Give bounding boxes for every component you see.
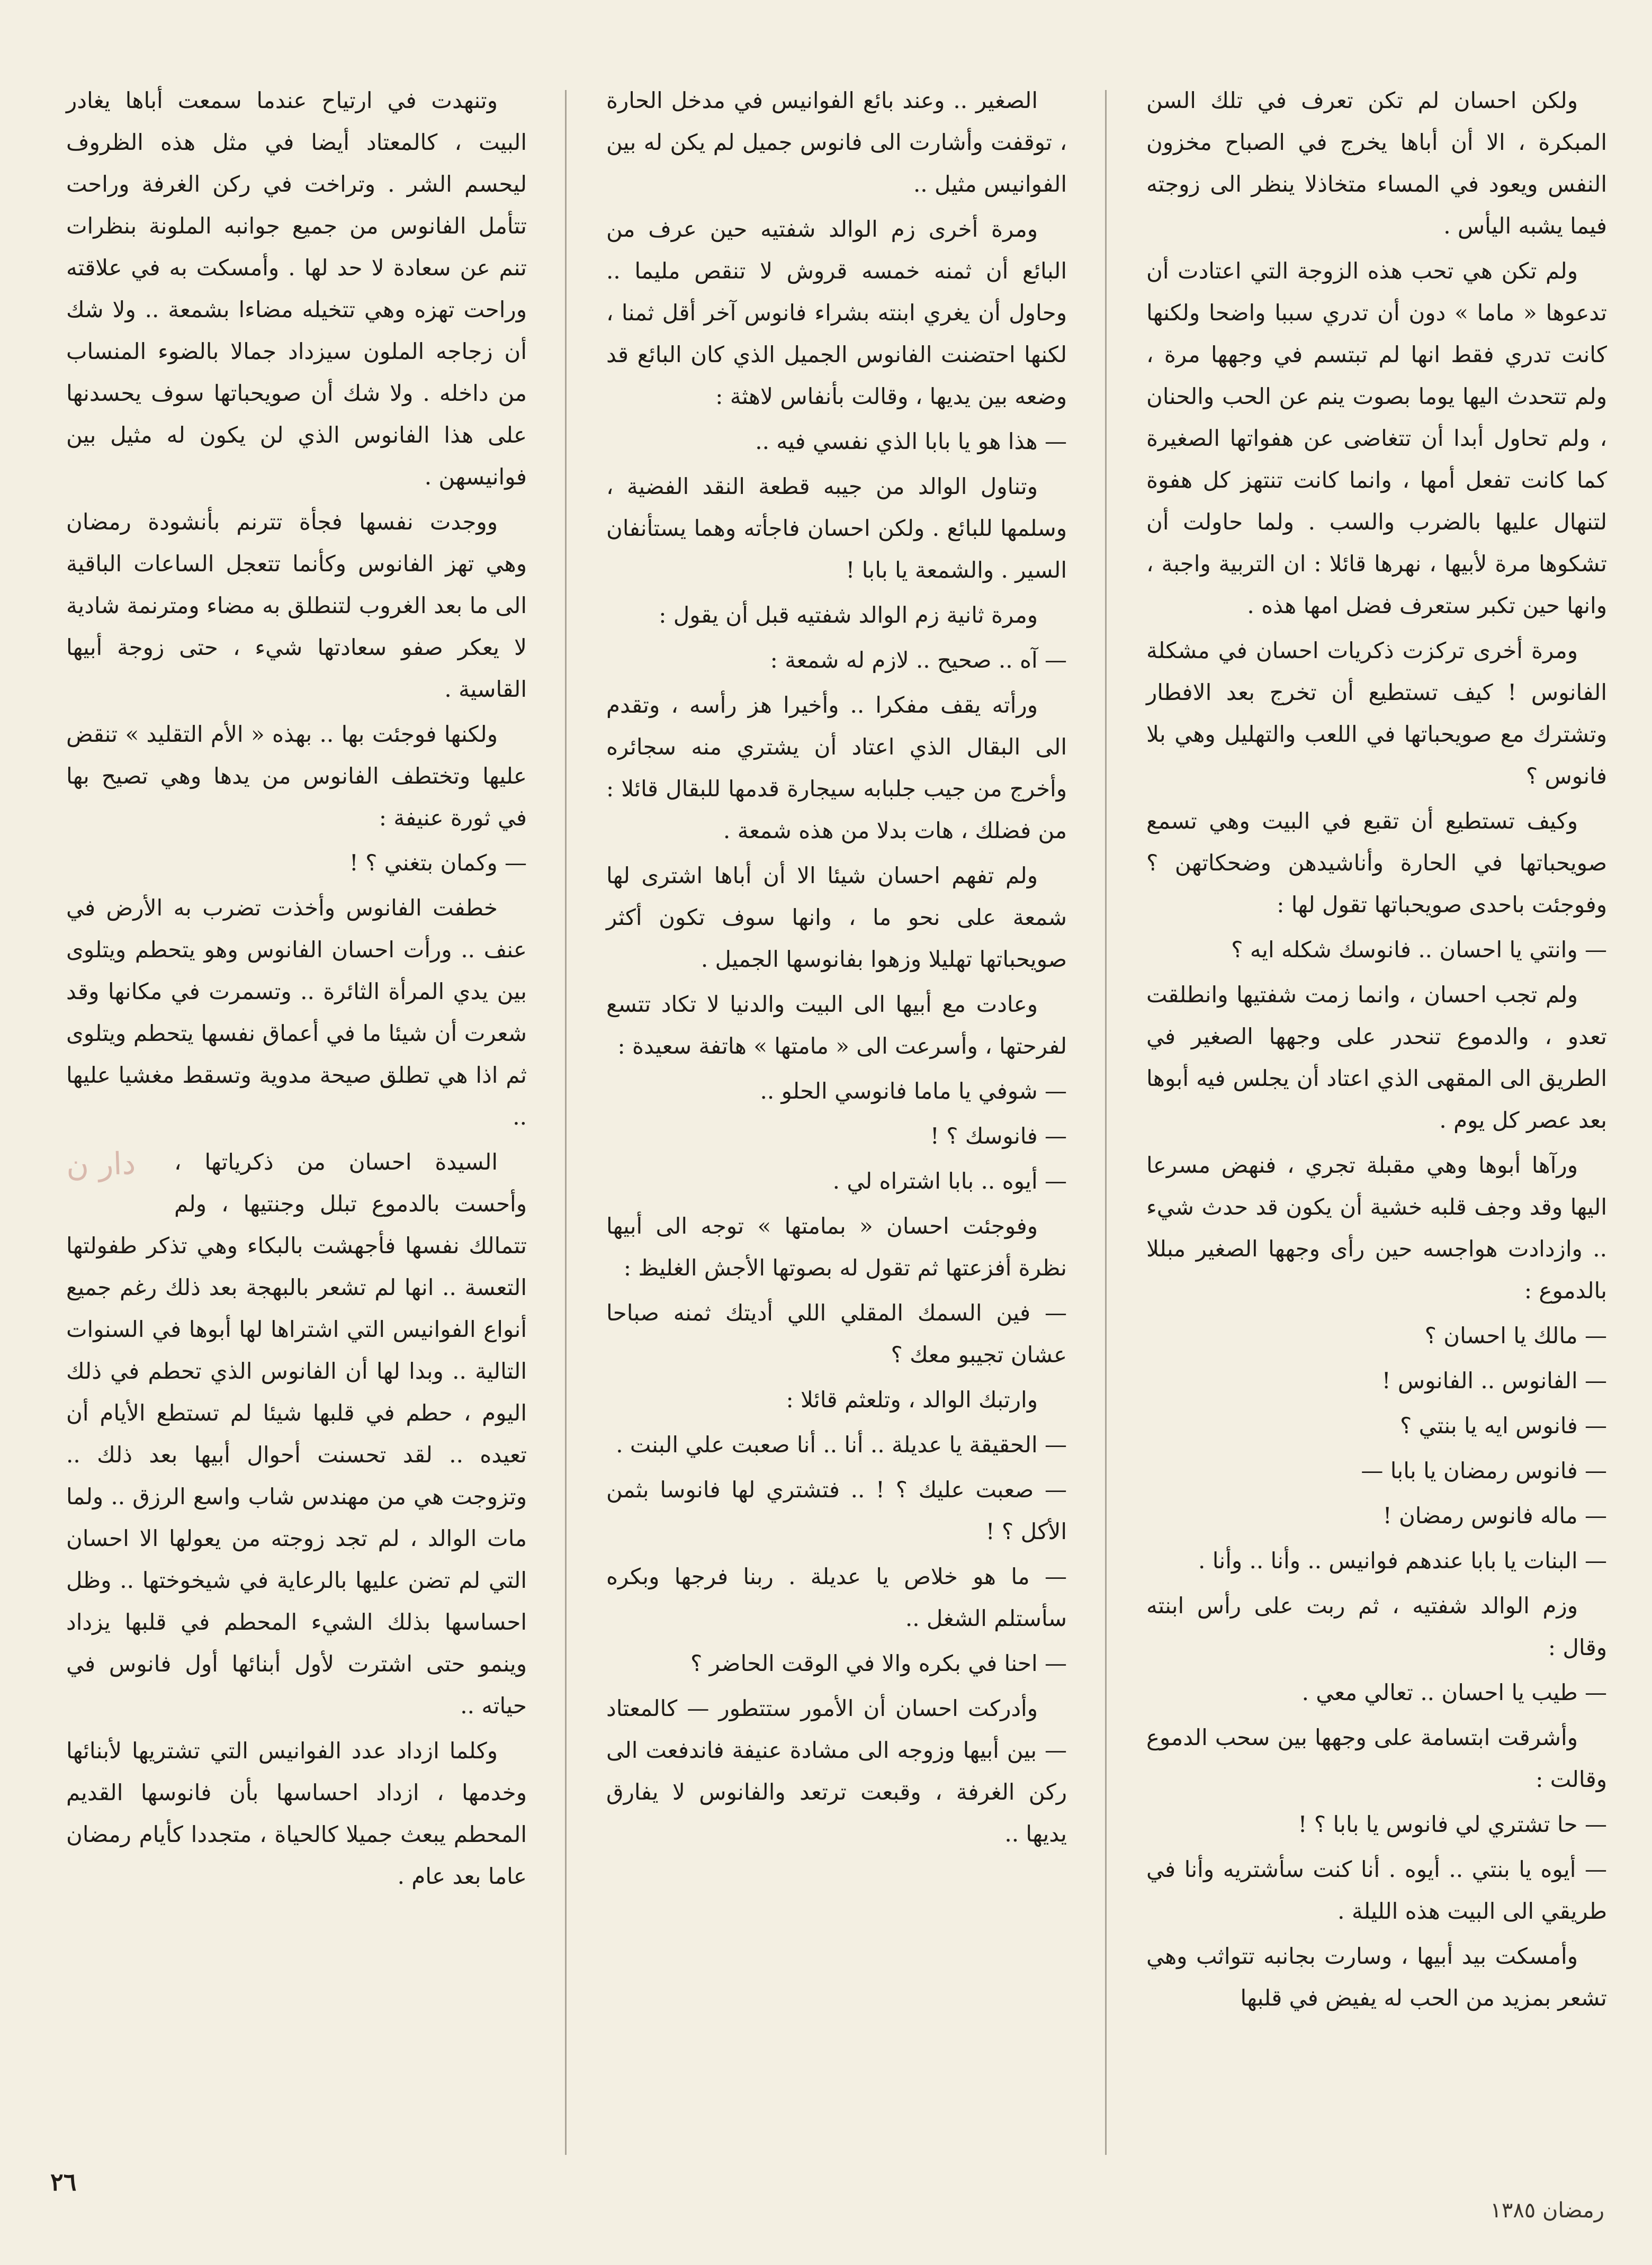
issue-label: رمضان ١٣٨٥	[1490, 2198, 1604, 2223]
dialogue-line: — وانتي يا احسان .. فانوسك شكله ايه ؟	[1231, 937, 1607, 963]
paragraph: وتنهدت في ارتياح عندما سمعت أباها يغادر البيت ، كالمعتاد أيضا في مثل هذه الظروف ليحسم الشر . وتراخت في ركن الغرفة وراحت تتأمل الفانوس من جميع جوانبه الملونة بنظرات تنم عن سعادة لا حد لها . وأمسكت به في علاقته وراحت تهزه وهي تتخيله مضاءا بشمعة .. ولا شك أن زجاجه الملون سيزداد جمالا بالضوء المنساب من داخله . ولا شك أن صويحباتها سوف يحسدنها على هذا الفانوس الذي لن يكون له مثيل بين فوانيسهن .	[66, 87, 527, 490]
paragraph: وأدركت احسان أن الأمور ستتطور — كالمعتاد — بين أبيها وزوجه الى مشادة عنيفة فاندفعت الى ركن الغرفة ، وقبعت ترتعد والفانوس لا يفارق يديها ..	[606, 1695, 1067, 1847]
paragraph: ورآها أبوها وهي مقبلة تجري ، فنهض مسرعا اليها وقد وجف قلبه خشية أن يكون قد حدث شيء .. وازدادت هواجسه حين رأى وجهها الصغير مبللا بالدموع :	[1146, 1152, 1607, 1304]
dialogue-line: — طيب يا احسان .. تعالي معي .	[1301, 1679, 1607, 1705]
column-divider	[565, 90, 567, 2155]
paragraph: ولم تفهم احسان شيئا الا أن أباها اشترى لها شمعة على نحو ما ، وانها سوف تكون أكثر صويحباتها تهليلا وزهوا بفانوسها الجميل .	[606, 862, 1067, 972]
paragraph: ولم تجب احسان ، وانما زمت شفتيها وانطلقت تعدو ، والدموع تنحدر على وجهها الصغير في الطريق الى المقهى الذي اعتاد أن يجلس فيه أبوها بعد عصر كل يوم .	[1146, 982, 1607, 1133]
paragraph: وأمسكت بيد أبيها ، وسارت بجانبه تتواثب وهي تشعر بمزيد من الحب له يفيض في قلبها	[1146, 1943, 1607, 2011]
page-number: ٢٦	[50, 2168, 77, 2196]
paragraph: ولكن احسان لم تكن تعرف في تلك السن المبكرة ، الا أن أباها يخرج في الصباح مخزون النفس ويعود في المساء متخاذلا ينظر الى زوجته فيما يشبه اليأس .	[1146, 87, 1607, 239]
paragraph-text: السيدة احسان من ذكرياتها ، وأحست بالدموع تبلل وجنتيها ، ولم تتمالك نفسها فأجهشت بالبكاء وهي تذكر طفولتها التعسة .. انها لم تشعر بالبهجة بعد ذلك رغم جميع أنواع الفوانيس التي اشتراها لها أبوها في السنوات التالية .. وبدا لها أن الفانوس الذي تحطم في ذلك اليوم ، حطم في قلبها شيئا لم تستطع الأيام أن تعيده .. لقد تحسنت أحوال أبيها بعد ذلك .. وتزوجت هي من مهندس شاب واسع الرزق .. ولما مات الوالد ، لم تجد زوجته من يعولها الا احسان التي لم تضن عليها بالرعاية في شيخوختها .. وظل احساسها بذلك الشيء المحطم في قلبها يزداد وينمو حتى اشترت لأول أبنائها أول فانوس في حياته ..	[66, 1149, 527, 1719]
dialogue-line: — آه .. صحيح .. لازم له شمعة :	[770, 647, 1067, 673]
watermark: دار ن	[65, 1145, 137, 1184]
paragraph: ولكنها فوجئت بها .. بهذه « الأم التقليد » تنقض عليها وتختطف الفانوس من يدها وهي تصيح بها في ثورة عنيفة :	[66, 721, 527, 831]
dialogue-line: — مالك يا احسان ؟	[1424, 1323, 1607, 1349]
dialogue-line: — فانوس رمضان يا بابا —	[1361, 1458, 1607, 1484]
paragraph: وتناول الوالد من جيبه قطعة النقد الفضية ، وسلمها للبائع . ولكن احسان فاجأته وهما يستأنفان السير . والشمعة يا بابا !	[606, 473, 1067, 583]
text-column-left	[66, 79, 527, 1900]
dialogue-line: — صعبت عليك ؟ ! .. فتشتري لها فانوسا بثمن الأكل ؟ !	[606, 1477, 1067, 1544]
text-column-right	[1146, 79, 1607, 2022]
column-divider	[1105, 90, 1107, 2155]
paragraph: وأشرقت ابتسامة على وجهها بين سحب الدموع وقالت :	[1146, 1724, 1607, 1792]
dialogue-line: — فين السمك المقلي اللي أديتك ثمنه صباحا عشان تجيبو معك ؟	[606, 1300, 1067, 1368]
dialogue-line: — أيوه يا بنتي .. أيوه . أنا كنت سأشتريه وأنا في طريقي الى البيت هذه الليلة .	[1146, 1856, 1607, 1924]
paragraph: وكيف تستطيع أن تقبع في البيت وهي تسمع صويحباتها في الحارة وأناشيدهن وضحكاتهن ؟ وفوجئت باحدى صويحباتها تقول لها :	[1146, 808, 1607, 918]
paragraph: ورأته يقف مفكرا .. وأخيرا هز رأسه ، وتقدم الى البقال الذي اعتاد أن يشتري منه سجائره وأخرج من جيب جلبابه سيجارة قدمها للبقال قائلا : من فضلك ، هات بدلا من هذه شمعة .	[606, 692, 1067, 843]
text-column-middle	[606, 79, 1067, 1858]
paragraph: الصغير .. وعند بائع الفوانيس في مدخل الحارة ، توقفت وأشارت الى فانوس جميل لم يكن له بين الفوانيس مثيل ..	[606, 87, 1067, 197]
dialogue-line: — وكمان بتغني ؟ !	[349, 850, 527, 876]
paragraph: وفوجئت احسان « بمامتها » توجه الى أبيها نظرة أفزعتها ثم تقول له بصوتها الأجش الغليظ :	[606, 1213, 1067, 1281]
dialogue-line: — شوفي يا ماما فانوسي الحلو ..	[760, 1078, 1067, 1104]
dialogue-line: — فانوس ايه يا بنتي ؟	[1400, 1413, 1607, 1439]
dialogue-line: — ماله فانوس رمضان !	[1382, 1503, 1607, 1529]
dialogue-line: — فانوسك ؟ !	[930, 1123, 1067, 1149]
paragraph: ومرة أخرى تركزت ذكريات احسان في مشكلة الفانوس ! كيف تستطيع أن تخرج بعد الافطار وتشترك مع صويحباتها في اللعب والتهليل وهي بلا فانوس ؟	[1146, 637, 1607, 789]
paragraph: ومرة ثانية زم الوالد شفتيه قبل أن يقول :	[659, 602, 1038, 628]
dialogue-line: — الحقيقة يا عديلة .. أنا .. أنا صعبت علي البنت .	[616, 1432, 1067, 1458]
dialogue-line: — أيوه .. بابا اشتراه لي .	[832, 1168, 1067, 1194]
paragraph: وكلما ازداد عدد الفوانيس التي تشتريها لأبنائها وخدمها ، ازداد احساسها بأن فانوسها القديم المحطم يبعث جميلا كالحياة ، متجددا كأيام رمضان عاما بعد عام .	[66, 1738, 527, 1889]
paragraph	[66, 1141, 527, 1727]
dialogue-line: — هذا هو يا بابا الذي نفسي فيه ..	[755, 428, 1067, 454]
dialogue-line: — ما هو خلاص يا عديلة . ربنا فرجها وبكره سأستلم الشغل ..	[606, 1563, 1067, 1631]
dialogue-line: — حا تشتري لي فانوس يا بابا ؟ !	[1298, 1811, 1607, 1837]
paragraph: وزم الوالد شفتيه ، ثم ربت على رأس ابنته وقال :	[1146, 1593, 1607, 1660]
paragraph: خطفت الفانوس وأخذت تضرب به الأرض في عنف .. ورأت احسان الفانوس وهو يتحطم ويتلوى بين يدي المرأة الثائرة .. وتسمرت في مكانها وقد شعرت أن شيئا ما في أعماق نفسها يتحطم ويتلوى ثم اذا هي تطلق صيحة مدوية وتسقط مغشيا عليها ..	[66, 895, 527, 1130]
dialogue-line: — البنات يا بابا عندهم فوانيس .. وأنا .. وأنا .	[1198, 1548, 1607, 1574]
paragraph: وعادت مع أبيها الى البيت والدنيا لا تكاد تتسع لفرحتها ، وأسرعت الى « مامتها » هاتفة سعيدة :	[606, 991, 1067, 1059]
paragraph: ولم تكن هي تحب هذه الزوجة التي اعتادت أن تدعوها « ماما » دون أن تدري سببا واضحا ولكنها كانت تدري فقط انها لم تبتسم في وجهها مرة ، ولم تتحدث اليها يوما بصوت ينم عن الحب والحنان ، ولم تحاول أبدا أن تتغاضى عن هفواتها الصغيرة كما كانت تفعل أمها ، وانما كانت تنتهز كل هفوة لتنهال عليها بالضرب والسب . ولما حاولت أن تشكوها مرة لأبيها ، نهرها قائلا : ان التربية واجبة ، وانها حين تكبر ستعرف فضل امها هذه .	[1146, 258, 1607, 618]
paragraph: وارتبك الوالد ، وتلعثم قائلا :	[786, 1387, 1038, 1413]
dialogue-line: — الفانوس .. الفانوس !	[1381, 1368, 1607, 1394]
dialogue-line: — احنا في بكره والا في الوقت الحاضر ؟	[690, 1650, 1067, 1676]
paragraph: ومرة أخرى زم الوالد شفتيه حين عرف من البائع أن ثمنه خمسه قروش لا تنقص مليما .. وحاول أن يغري ابنته بشراء فانوس آخر أقل ثمنا ، لكنها احتضنت الفانوس الجميل الذي كان البائع قد وضعه بين يديها ، وقالت بأنفاس لاهثة :	[606, 216, 1067, 409]
paragraph: ووجدت نفسها فجأة تترنم بأنشودة رمضان وهي تهز الفانوس وكأنما تتعجل الساعات الباقية الى ما بعد الغروب لتنطلق به مضاء ومترنمة شادية لا يعكر صفو سعادتها شيء ، حتى زوجة أبيها القاسية .	[66, 509, 527, 702]
